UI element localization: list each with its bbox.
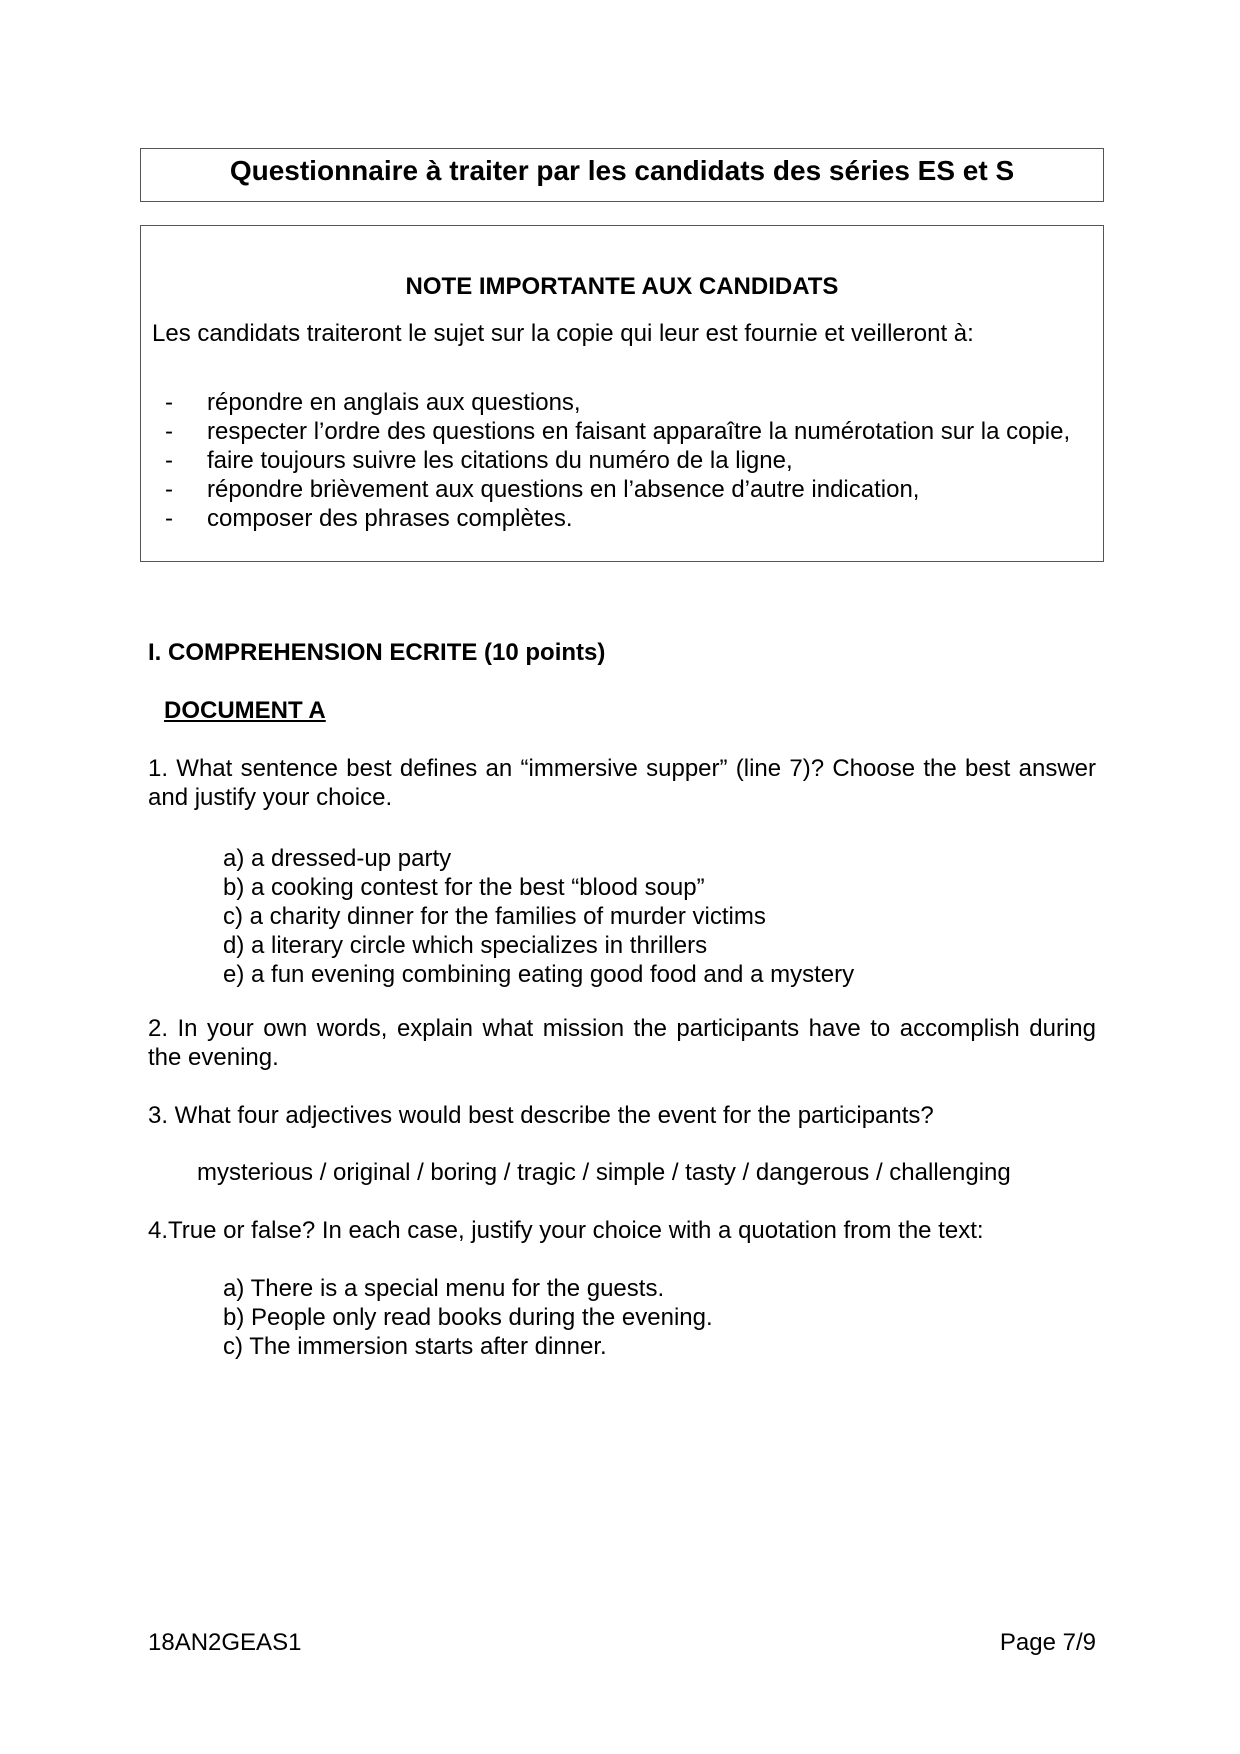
question-3: 3. What four adjectives would best describe the event for the participants? <box>148 1102 934 1129</box>
option-item: a) There is a special menu for the guests. <box>223 1275 665 1302</box>
note-item-text: répondre brièvement aux questions en l’absence d’autre indication, <box>207 476 920 503</box>
option-item: c) The immersion starts after dinner. <box>223 1333 607 1360</box>
note-item-text: respecter l’ordre des questions en faisant apparaître la numérotation sur la copie, <box>207 418 1071 445</box>
exam-code: 18AN2GEAS1 <box>148 1629 302 1656</box>
dash-bullet: - <box>165 447 173 474</box>
note-title: NOTE IMPORTANTE AUX CANDIDATS <box>405 273 839 300</box>
note-item-text: répondre en anglais aux questions, <box>207 389 581 416</box>
note-item <box>165 388 1070 417</box>
note-item <box>165 475 1070 504</box>
option-item: e) a fun evening combining eating good food and a mystery <box>223 961 855 988</box>
section-heading: I. COMPREHENSION ECRITE (10 points) <box>148 639 606 666</box>
option-item: b) a cooking contest for the best “blood soup” <box>223 874 705 901</box>
important-note-box <box>140 225 1104 562</box>
option-item: b) People only read books during the evening. <box>223 1304 713 1331</box>
note-item-text: composer des phrases complètes. <box>207 505 573 532</box>
note-intro: Les candidats traiteront le sujet sur la copie qui leur est fournie et veilleront à: <box>152 320 974 347</box>
option-item: c) a charity dinner for the families of murder victims <box>223 903 766 930</box>
question-4: 4.True or false? In each case, justify your choice with a quotation from the text: <box>148 1217 984 1244</box>
question-4-options <box>223 1274 713 1361</box>
dash-bullet: - <box>165 418 173 445</box>
question-1: 1. What sentence best defines an “immersive supper” (line 7)? Choose the best answer and justify your choice. <box>148 755 1096 811</box>
note-item <box>165 504 1070 533</box>
adjective-choices: mysterious / original / boring / tragic / simple / tasty / dangerous / challenging <box>197 1159 1011 1186</box>
document-heading: DOCUMENT A <box>164 697 326 724</box>
note-item <box>165 446 1070 475</box>
option-item: d) a literary circle which specializes in thrillers <box>223 932 708 959</box>
dash-bullet: - <box>165 476 173 503</box>
questionnaire-title: Questionnaire à traiter par les candidats des séries ES et S <box>140 148 1104 202</box>
question-1-options <box>223 844 854 989</box>
dash-bullet: - <box>165 505 173 532</box>
note-item <box>165 417 1070 446</box>
page-number: Page 7/9 <box>999 1629 1096 1656</box>
dash-bullet: - <box>165 389 173 416</box>
note-item-text: faire toujours suivre les citations du numéro de la ligne, <box>207 447 793 474</box>
question-2: 2. In your own words, explain what mission the participants have to accomplish during the evening. <box>148 1015 1096 1071</box>
note-instructions-list <box>165 388 1070 533</box>
option-item: a) a dressed-up party <box>223 845 452 872</box>
